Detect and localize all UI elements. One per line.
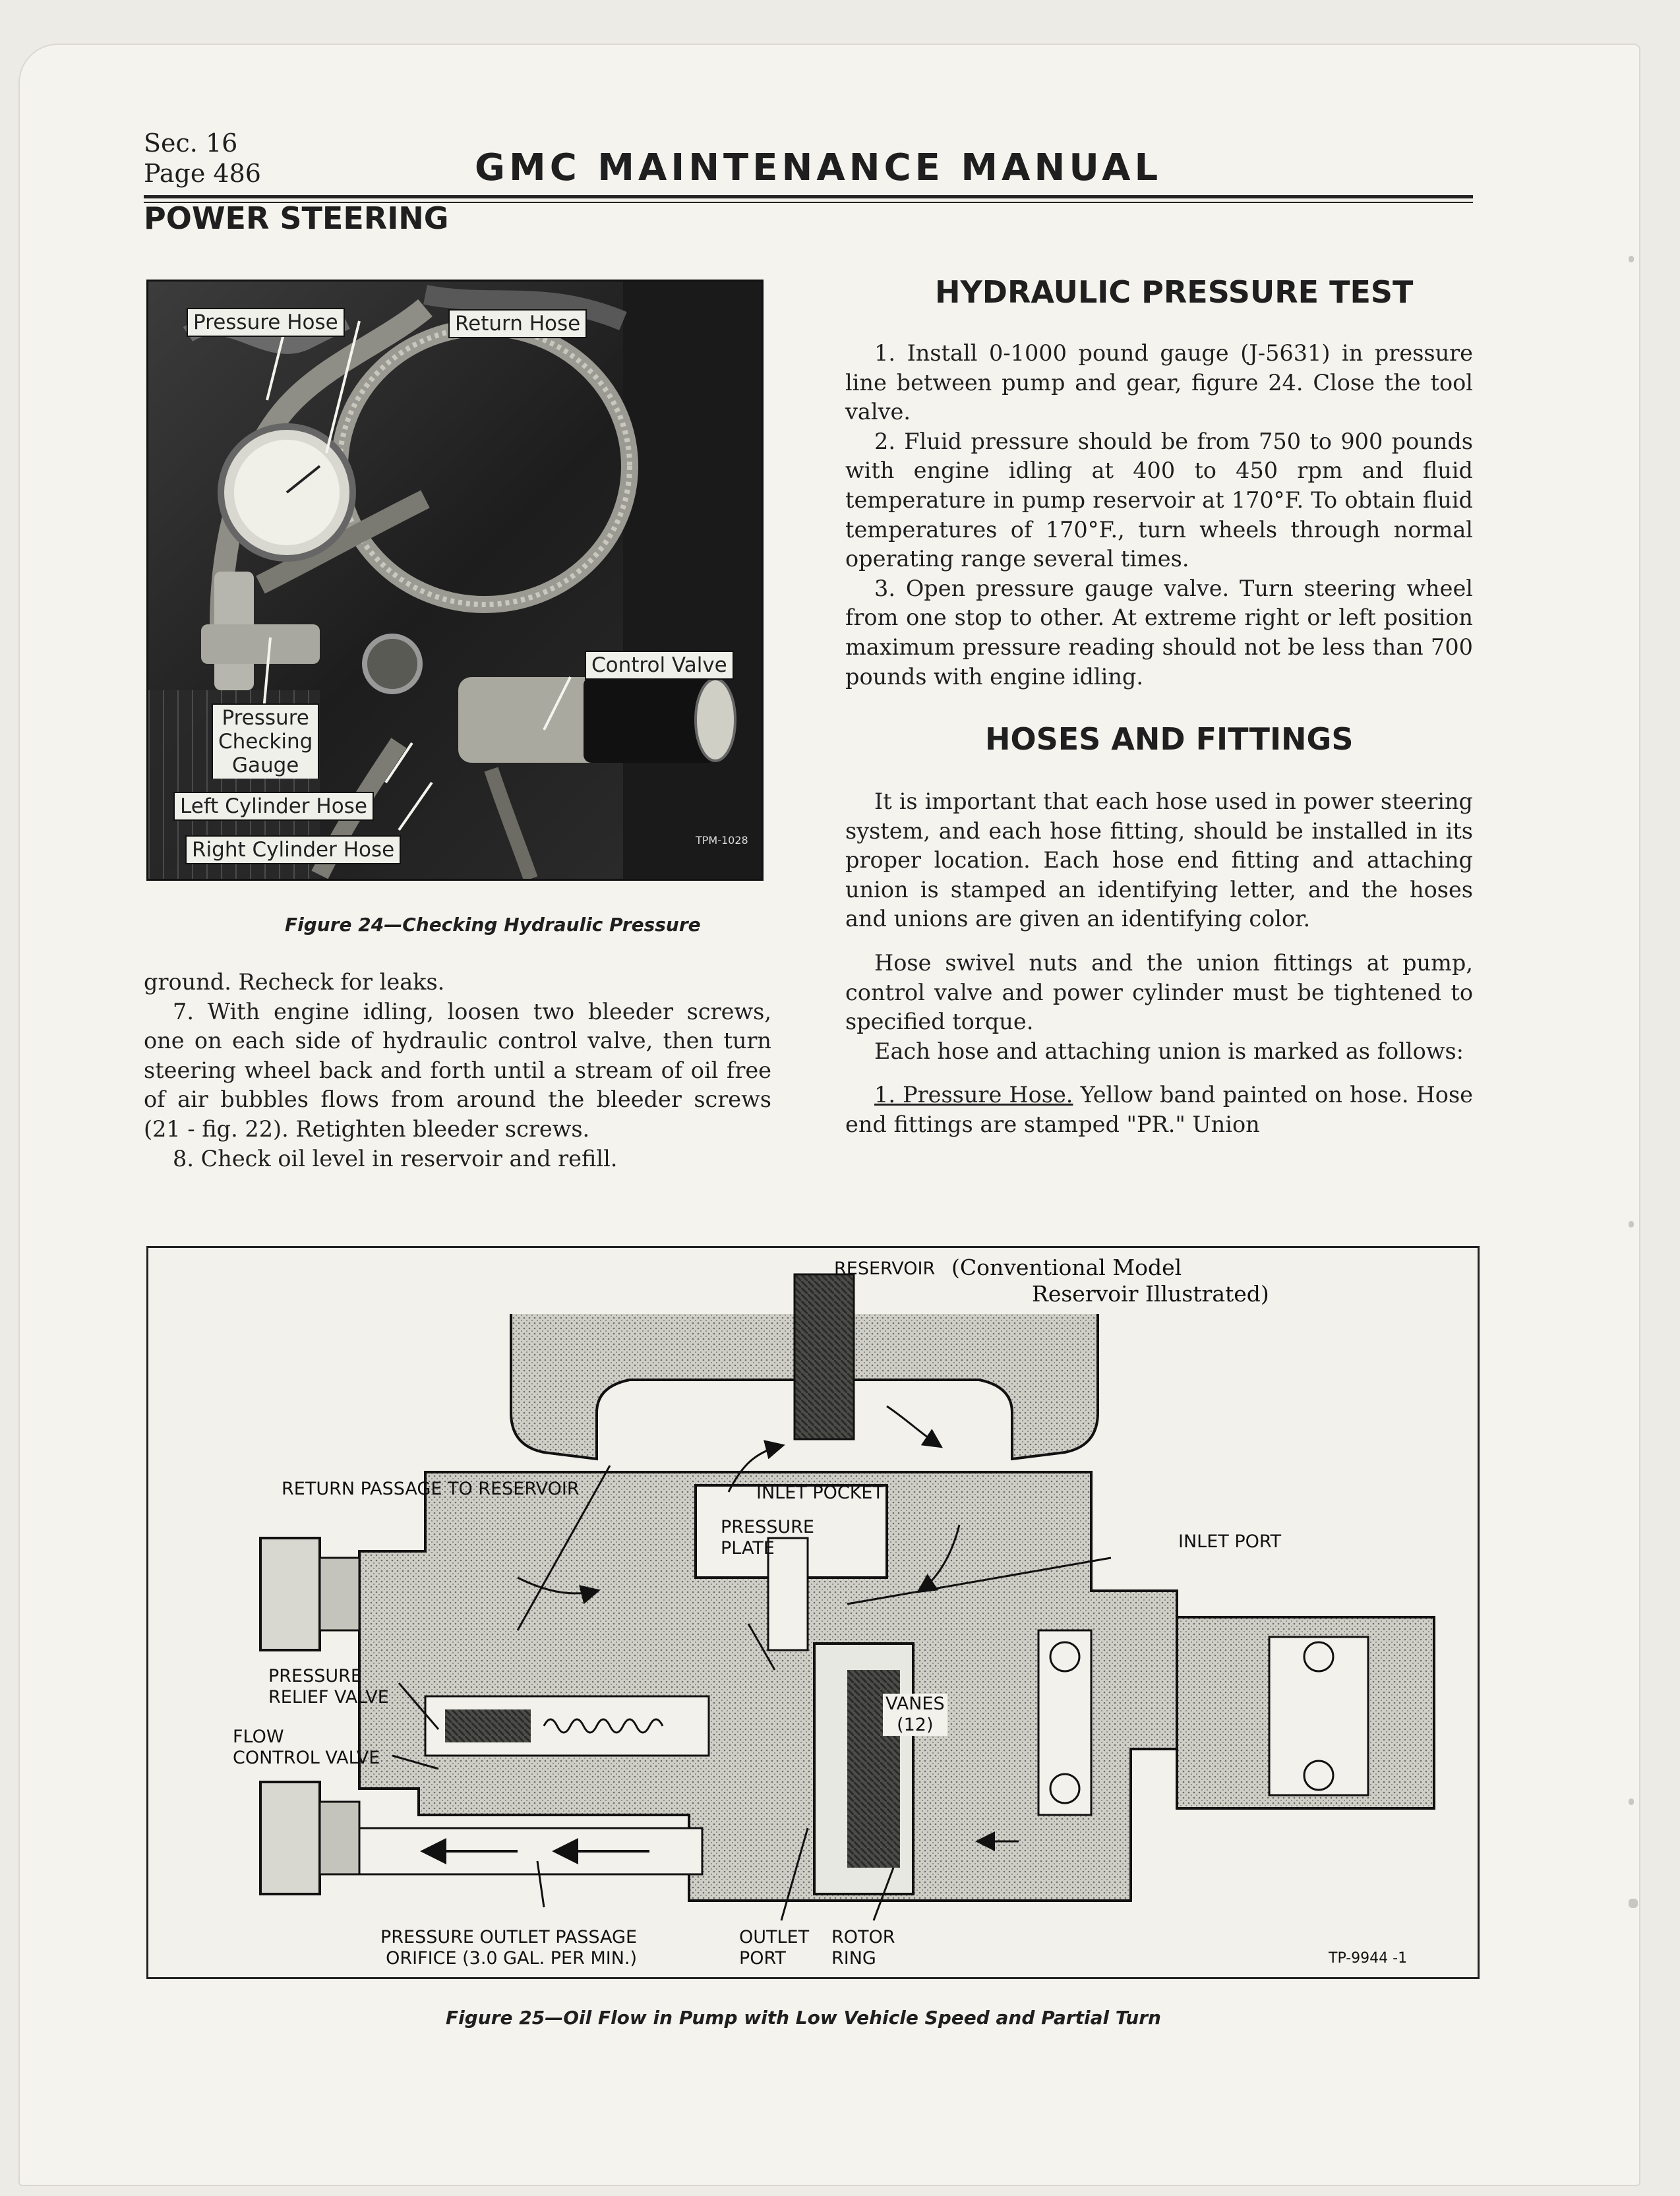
pressure-hose-text: Yellow band painted on hose. Hose end fittings are stamped "PR." Union: [845, 1082, 1473, 1137]
label-line: PRESSURE OUTLET PASSAGE: [380, 1927, 638, 1947]
label-reservoir: RESERVOIR: [834, 1259, 936, 1279]
header-rule: [144, 195, 1473, 198]
label-line: RELIEF VALVE: [268, 1687, 389, 1707]
hydraulic-test-text: [845, 339, 1473, 692]
pressure-hose-label: 1. Pressure Hose.: [874, 1082, 1073, 1108]
label-reservoir-note: Reservoir Illustrated): [1032, 1281, 1269, 1307]
paragraph: It is important that each hose used in power steering system, and each hose fitting, should be installed in its proper location. Each hose end fitting and attaching union is stamped an identifying letter, and the hoses and unions are given an identifying color.: [845, 788, 1473, 932]
label-pressure-outlet-passage: [380, 1927, 637, 1969]
label-inlet-pocket: INLET POCKET: [756, 1483, 884, 1503]
figure-24-code: TPM-1028: [696, 834, 748, 846]
paragraph: Each hose and attaching union is marked as follows:: [874, 1038, 1464, 1064]
label-line: PLATE: [721, 1538, 775, 1558]
figure-25-code: TP-9944 -1: [1329, 1950, 1408, 1967]
figure-24-caption: Figure 24—Checking Hydraulic Pressure: [285, 914, 701, 935]
label-flow-control-valve: [233, 1727, 380, 1769]
section-number: [144, 128, 261, 189]
page-edge-mark: [1629, 256, 1634, 262]
hoses-text: [845, 787, 1473, 1140]
label-outlet-port: [739, 1927, 809, 1969]
gauge-label-line: Checking: [218, 730, 313, 754]
label-pressure-relief-valve: [268, 1666, 389, 1708]
label-rotor-ring: [831, 1927, 895, 1969]
label-right-cylinder-hose: Right Cylinder Hose: [185, 835, 401, 864]
page-label: Page 486: [144, 159, 261, 188]
paragraph: 8. Check oil level in reservoir and refill.: [173, 1145, 618, 1172]
page-edge-mark: [1629, 1221, 1634, 1228]
label-return-passage: RETURN PASSAGE TO RESERVOIR: [282, 1479, 580, 1499]
label-vanes: [883, 1694, 947, 1736]
paragraph: [845, 1081, 1473, 1139]
label-pressure-plate: [721, 1517, 814, 1559]
label-reservoir-note: (Conventional Model: [951, 1255, 1182, 1280]
label-line: VANES: [885, 1694, 945, 1714]
label-line: PRESSURE: [721, 1517, 814, 1537]
section-title: POWER STEERING: [144, 200, 449, 236]
figure-25-caption: Figure 25—Oil Flow in Pump with Low Vehicle Speed and Partial Turn: [446, 2007, 1161, 2029]
paragraph: 7. With engine idling, loosen two bleeder screws, one on each side of hydraulic control valve, then turn steering wheel back and forth until a stream of oil free of air bubbles flows from around the bleeder screws (21 - fig. 22). Retighten bleeder screws.: [144, 998, 771, 1142]
page-edge-mark: [1629, 1798, 1634, 1805]
label-line: OUTLET: [739, 1927, 810, 1947]
paragraph: 3. Open pressure gauge valve. Turn steering wheel from one stop to other. At extreme right or left position maximum pressure reading should not be less than 700 pounds with engine idling.: [845, 575, 1473, 690]
label-line: FLOW: [233, 1727, 284, 1747]
label-line: PRESSURE: [268, 1666, 362, 1686]
figure-25-diagram: [146, 1246, 1480, 1979]
label-inlet-port: INLET PORT: [1178, 1531, 1282, 1552]
engine-photo-illustration: [148, 282, 762, 879]
gauge-label-line: Gauge: [231, 754, 299, 777]
paragraph: 1. Install 0-1000 pound gauge (J-5631) in pressure line between pump and gear, figure 24. Close the tool valve.: [845, 340, 1473, 425]
label-left-cylinder-hose: Left Cylinder Hose: [173, 792, 374, 821]
label-pressure-checking-gauge: [212, 703, 319, 779]
label-pressure-hose: Pressure Hose: [187, 308, 345, 337]
label-line: RING: [831, 1948, 876, 1969]
label-line: ORIFICE (3.0 GAL. PER MIN.): [386, 1948, 638, 1969]
label-line: ROTOR: [831, 1927, 895, 1947]
page-edge-mark: [1629, 1899, 1638, 1908]
heading-hoses-and-fittings: HOSES AND FITTINGS: [985, 721, 1354, 757]
gauge-label-line: Pressure: [222, 706, 309, 730]
label-line: CONTROL VALVE: [233, 1748, 380, 1768]
paragraph: Hose swivel nuts and the union fittings at pump, control valve and power cylinder must be tightened to specified torque.: [845, 949, 1473, 1035]
manual-title: GMC MAINTENANCE MANUAL: [475, 146, 1162, 189]
heading-hydraulic-pressure-test: HYDRAULIC PRESSURE TEST: [935, 274, 1414, 310]
label-control-valve: Control Valve: [585, 651, 734, 680]
label-line: PORT: [739, 1948, 786, 1969]
label-line: (12): [897, 1715, 934, 1735]
pump-cutaway-illustration: [148, 1248, 1478, 1977]
left-column-text: [144, 968, 771, 1173]
figure-24-photo: [146, 280, 764, 881]
paragraph: ground. Recheck for leaks.: [144, 969, 445, 995]
sec-label: Sec. 16: [144, 129, 238, 158]
paragraph: 2. Fluid pressure should be from 750 to 900 pounds with engine idling at 400 to 450 rpm and fluid temperature in pump reservoir at 170°F. To obtain fluid temperatures of 170°F., turn wheels through normal operating range several times.: [845, 428, 1473, 572]
label-return-hose: Return Hose: [448, 309, 587, 338]
